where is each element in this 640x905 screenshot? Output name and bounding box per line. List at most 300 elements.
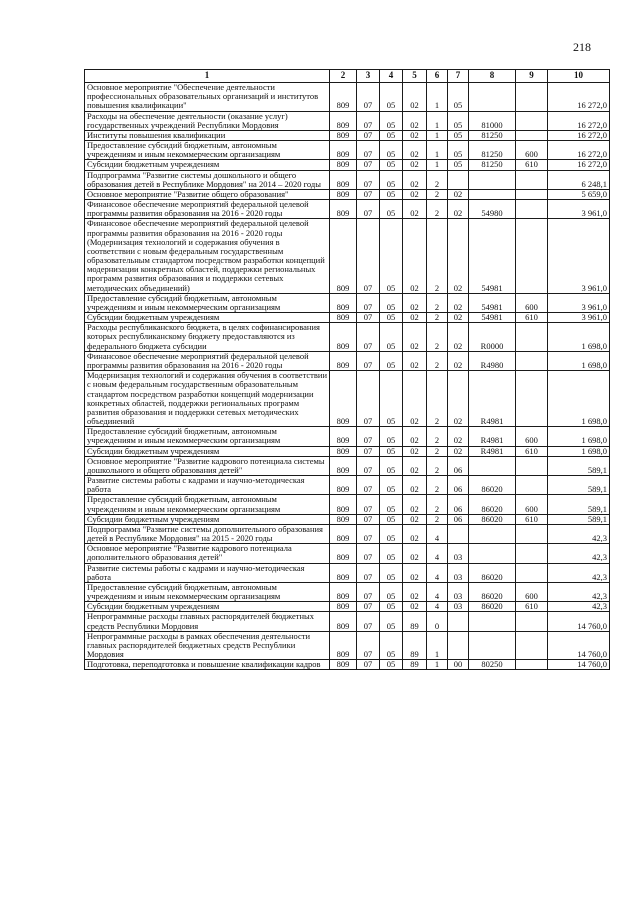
main-event-cell: [448, 524, 469, 543]
admin-code-cell: 809: [330, 189, 357, 199]
amount-cell: 16 272,0: [548, 130, 610, 140]
admin-code-cell: 809: [330, 160, 357, 170]
expense-type-cell: [516, 130, 548, 140]
subsection-cell: 05: [380, 170, 403, 189]
row-name-cell: Финансовое обеспечение мероприятий федеральной целевой программы развития образования на 2016 - 2020 годы: [85, 200, 330, 219]
main-event-cell: 02: [448, 200, 469, 219]
section-cell: 07: [357, 83, 380, 112]
main-event-cell: 02: [448, 293, 469, 312]
section-cell: 07: [357, 170, 380, 189]
subsection-cell: 05: [380, 313, 403, 323]
subprogram-cell: 1: [427, 83, 448, 112]
section-cell: 07: [357, 160, 380, 170]
direction-cell: [469, 612, 516, 631]
subprogram-cell: 2: [427, 313, 448, 323]
amount-cell: 14 760,0: [548, 660, 610, 670]
main-event-cell: 05: [448, 160, 469, 170]
admin-code-cell: 809: [330, 351, 357, 370]
amount-cell: 3 961,0: [548, 219, 610, 293]
expense-type-cell: [516, 476, 548, 495]
direction-cell: R4980: [469, 351, 516, 370]
admin-code-cell: 809: [330, 495, 357, 514]
row-name-cell: Непрограммные расходы главных распорядителей бюджетных средств Республики Мордовия: [85, 612, 330, 631]
section-cell: 07: [357, 514, 380, 524]
expense-type-cell: 600: [516, 293, 548, 312]
expense-type-cell: [516, 189, 548, 199]
expense-type-cell: [516, 563, 548, 582]
expense-type-cell: [516, 83, 548, 112]
expense-type-cell: 610: [516, 160, 548, 170]
subsection-cell: 05: [380, 582, 403, 601]
table-row: [85, 170, 610, 189]
row-name-cell: Модернизация технологий и содержания обучения в соответствии с новым федеральным государственным образовательным стандартом посредством разработки концепций модернизации конкретных областей, поддержки региональных программ развития образования и поддержки сетевых методических объединений: [85, 371, 330, 427]
program-cell: 02: [403, 602, 427, 612]
subprogram-cell: 2: [427, 476, 448, 495]
subprogram-cell: 1: [427, 111, 448, 130]
subprogram-cell: 2: [427, 323, 448, 352]
main-event-cell: [448, 612, 469, 631]
direction-cell: [469, 83, 516, 112]
subsection-cell: 05: [380, 219, 403, 293]
main-event-cell: 06: [448, 514, 469, 524]
subprogram-cell: 2: [427, 351, 448, 370]
main-event-cell: [448, 631, 469, 660]
table-row: [85, 293, 610, 312]
program-cell: 02: [403, 313, 427, 323]
subsection-cell: 05: [380, 544, 403, 563]
admin-code-cell: 809: [330, 602, 357, 612]
row-name-cell: Субсидии бюджетным учреждениям: [85, 446, 330, 456]
amount-cell: 3 961,0: [548, 313, 610, 323]
amount-cell: 16 272,0: [548, 160, 610, 170]
main-event-cell: 02: [448, 313, 469, 323]
table-row: [85, 660, 610, 670]
program-cell: 02: [403, 219, 427, 293]
column-header: 2: [330, 70, 357, 83]
amount-cell: 42,3: [548, 563, 610, 582]
row-name-cell: Подпрограмма "Развитие системы дошкольного и общего образования детей в Республике Мордовия" на 2014 – 2020 годы: [85, 170, 330, 189]
direction-cell: R4981: [469, 371, 516, 427]
column-header-row: [85, 70, 610, 83]
table-row: [85, 313, 610, 323]
expense-type-cell: [516, 111, 548, 130]
section-cell: 07: [357, 563, 380, 582]
subsection-cell: 05: [380, 446, 403, 456]
direction-cell: 86020: [469, 514, 516, 524]
row-name-cell: Субсидии бюджетным учреждениям: [85, 602, 330, 612]
subsection-cell: 05: [380, 427, 403, 446]
subprogram-cell: 2: [427, 446, 448, 456]
main-event-cell: 02: [448, 351, 469, 370]
section-cell: 07: [357, 111, 380, 130]
main-event-cell: 02: [448, 446, 469, 456]
subsection-cell: 05: [380, 660, 403, 670]
section-cell: 07: [357, 189, 380, 199]
admin-code-cell: 809: [330, 293, 357, 312]
amount-cell: 589,1: [548, 495, 610, 514]
admin-code-cell: 809: [330, 219, 357, 293]
admin-code-cell: 809: [330, 660, 357, 670]
amount-cell: 589,1: [548, 456, 610, 475]
table-row: [85, 371, 610, 427]
row-name-cell: Предоставление субсидий бюджетным, автономным учреждениям и иным некоммерческим организациям: [85, 293, 330, 312]
amount-cell: 3 961,0: [548, 200, 610, 219]
column-header: 6: [427, 70, 448, 83]
expense-type-cell: 610: [516, 514, 548, 524]
subsection-cell: 05: [380, 612, 403, 631]
direction-cell: R4981: [469, 446, 516, 456]
direction-cell: 81000: [469, 111, 516, 130]
amount-cell: 589,1: [548, 476, 610, 495]
table-row: [85, 111, 610, 130]
subsection-cell: 05: [380, 130, 403, 140]
subprogram-cell: 1: [427, 160, 448, 170]
direction-cell: 86020: [469, 563, 516, 582]
subprogram-cell: 4: [427, 524, 448, 543]
direction-cell: 54981: [469, 313, 516, 323]
direction-cell: [469, 524, 516, 543]
program-cell: 02: [403, 200, 427, 219]
subprogram-cell: 1: [427, 141, 448, 160]
expense-type-cell: 610: [516, 446, 548, 456]
subprogram-cell: 1: [427, 130, 448, 140]
amount-cell: 14 760,0: [548, 631, 610, 660]
table-row: [85, 200, 610, 219]
table-row: [85, 83, 610, 112]
program-cell: 89: [403, 631, 427, 660]
table-row: [85, 495, 610, 514]
expense-type-cell: [516, 612, 548, 631]
admin-code-cell: 809: [330, 130, 357, 140]
direction-cell: R4981: [469, 427, 516, 446]
program-cell: 02: [403, 170, 427, 189]
column-header: 1: [85, 70, 330, 83]
program-cell: 02: [403, 563, 427, 582]
admin-code-cell: 809: [330, 544, 357, 563]
main-event-cell: 02: [448, 219, 469, 293]
table-row: [85, 130, 610, 140]
amount-cell: 42,3: [548, 524, 610, 543]
table-row: [85, 582, 610, 601]
row-name-cell: Предоставление субсидий бюджетным, автономным учреждениям и иным некоммерческим организациям: [85, 427, 330, 446]
section-cell: 07: [357, 130, 380, 140]
program-cell: 02: [403, 495, 427, 514]
subsection-cell: 05: [380, 351, 403, 370]
row-name-cell: Предоставление субсидий бюджетным, автономным учреждениям и иным некоммерческим организациям: [85, 495, 330, 514]
amount-cell: 3 961,0: [548, 293, 610, 312]
admin-code-cell: 809: [330, 111, 357, 130]
admin-code-cell: 809: [330, 476, 357, 495]
section-cell: 07: [357, 524, 380, 543]
row-name-cell: Финансовое обеспечение мероприятий федеральной целевой программы развития образования на 2016 - 2020 годы: [85, 351, 330, 370]
table-row: [85, 631, 610, 660]
direction-cell: 81250: [469, 141, 516, 160]
amount-cell: 1 698,0: [548, 427, 610, 446]
section-cell: 07: [357, 631, 380, 660]
table-row: [85, 563, 610, 582]
section-cell: 07: [357, 323, 380, 352]
table-row: [85, 427, 610, 446]
subprogram-cell: 4: [427, 544, 448, 563]
direction-cell: R0000: [469, 323, 516, 352]
section-cell: 07: [357, 660, 380, 670]
table-row: [85, 189, 610, 199]
main-event-cell: 03: [448, 544, 469, 563]
direction-cell: [469, 189, 516, 199]
row-name-cell: Институты повышения квалификации: [85, 130, 330, 140]
row-name-cell: Субсидии бюджетным учреждениям: [85, 313, 330, 323]
section-cell: 07: [357, 219, 380, 293]
table-row: [85, 602, 610, 612]
program-cell: 02: [403, 456, 427, 475]
subsection-cell: 05: [380, 524, 403, 543]
subsection-cell: 05: [380, 514, 403, 524]
program-cell: 02: [403, 293, 427, 312]
row-name-cell: Основное мероприятие "Развитие кадрового потенциала системы дошкольного и общего образования детей": [85, 456, 330, 475]
subsection-cell: 05: [380, 160, 403, 170]
main-event-cell: 06: [448, 456, 469, 475]
main-event-cell: 05: [448, 111, 469, 130]
direction-cell: [469, 631, 516, 660]
section-cell: 07: [357, 351, 380, 370]
section-cell: 07: [357, 313, 380, 323]
program-cell: 02: [403, 446, 427, 456]
row-name-cell: Основное мероприятие "Обеспечение деятельности профессиональных образовательных организаций и институтов повышения квалификации": [85, 83, 330, 112]
table-row: [85, 524, 610, 543]
main-event-cell: 02: [448, 371, 469, 427]
table-row: [85, 456, 610, 475]
program-cell: 02: [403, 514, 427, 524]
subprogram-cell: 0: [427, 612, 448, 631]
subsection-cell: 05: [380, 563, 403, 582]
subprogram-cell: 2: [427, 456, 448, 475]
section-cell: 07: [357, 427, 380, 446]
program-cell: 02: [403, 83, 427, 112]
subprogram-cell: 1: [427, 631, 448, 660]
amount-cell: 1 698,0: [548, 371, 610, 427]
expense-type-cell: [516, 660, 548, 670]
table-row: [85, 219, 610, 293]
row-name-cell: Развитие системы работы с кадрами и научно-методическая работа: [85, 563, 330, 582]
direction-cell: 80250: [469, 660, 516, 670]
direction-cell: 81250: [469, 160, 516, 170]
main-event-cell: 05: [448, 83, 469, 112]
expense-type-cell: 600: [516, 427, 548, 446]
direction-cell: 86020: [469, 602, 516, 612]
subsection-cell: 05: [380, 495, 403, 514]
program-cell: 02: [403, 476, 427, 495]
admin-code-cell: 809: [330, 524, 357, 543]
main-event-cell: [448, 170, 469, 189]
expense-type-cell: 610: [516, 602, 548, 612]
admin-code-cell: 809: [330, 612, 357, 631]
row-name-cell: Расходы республиканского бюджета, в целях софинансирования которых республиканскому бюджету предоставляются из федерального бюджета субсидии: [85, 323, 330, 352]
admin-code-cell: 809: [330, 456, 357, 475]
program-cell: 89: [403, 660, 427, 670]
table-row: [85, 323, 610, 352]
subsection-cell: 05: [380, 200, 403, 219]
main-event-cell: 00: [448, 660, 469, 670]
main-event-cell: 02: [448, 427, 469, 446]
subprogram-cell: 2: [427, 189, 448, 199]
section-cell: 07: [357, 456, 380, 475]
expense-type-cell: [516, 524, 548, 543]
row-name-cell: Развитие системы работы с кадрами и научно-методическая работа: [85, 476, 330, 495]
program-cell: 02: [403, 130, 427, 140]
expense-type-cell: [516, 323, 548, 352]
admin-code-cell: 809: [330, 83, 357, 112]
program-cell: 02: [403, 141, 427, 160]
direction-cell: 86020: [469, 495, 516, 514]
section-cell: 07: [357, 200, 380, 219]
subprogram-cell: 2: [427, 200, 448, 219]
admin-code-cell: 809: [330, 446, 357, 456]
main-event-cell: 06: [448, 495, 469, 514]
amount-cell: 42,3: [548, 582, 610, 601]
table-row: [85, 160, 610, 170]
direction-cell: 86020: [469, 582, 516, 601]
expense-type-cell: [516, 200, 548, 219]
section-cell: 07: [357, 612, 380, 631]
direction-cell: [469, 544, 516, 563]
amount-cell: 1 698,0: [548, 351, 610, 370]
program-cell: 02: [403, 544, 427, 563]
amount-cell: 589,1: [548, 514, 610, 524]
row-name-cell: Субсидии бюджетным учреждениям: [85, 514, 330, 524]
program-cell: 89: [403, 612, 427, 631]
amount-cell: 42,3: [548, 544, 610, 563]
admin-code-cell: 809: [330, 371, 357, 427]
budget-table: [84, 69, 610, 670]
program-cell: 02: [403, 189, 427, 199]
direction-cell: [469, 170, 516, 189]
admin-code-cell: 809: [330, 170, 357, 189]
program-cell: 02: [403, 351, 427, 370]
table-row: [85, 141, 610, 160]
table-row: [85, 612, 610, 631]
amount-cell: 16 272,0: [548, 83, 610, 112]
main-event-cell: 05: [448, 130, 469, 140]
program-cell: 02: [403, 160, 427, 170]
main-event-cell: 02: [448, 189, 469, 199]
direction-cell: 54981: [469, 219, 516, 293]
amount-cell: 6 248,1: [548, 170, 610, 189]
table-row: [85, 544, 610, 563]
subprogram-cell: 2: [427, 293, 448, 312]
expense-type-cell: [516, 219, 548, 293]
row-name-cell: Основное мероприятие "Развитие общего образования": [85, 189, 330, 199]
expense-type-cell: 610: [516, 313, 548, 323]
subsection-cell: 05: [380, 456, 403, 475]
row-name-cell: Непрограммные расходы в рамках обеспечения деятельности главных распорядителей бюджетных средств Республики Мордовия: [85, 631, 330, 660]
section-cell: 07: [357, 371, 380, 427]
amount-cell: 14 760,0: [548, 612, 610, 631]
section-cell: 07: [357, 446, 380, 456]
row-name-cell: Подготовка, переподготовка и повышение квалификации кадров: [85, 660, 330, 670]
section-cell: 07: [357, 582, 380, 601]
expense-type-cell: [516, 544, 548, 563]
amount-cell: 16 272,0: [548, 141, 610, 160]
subsection-cell: 05: [380, 631, 403, 660]
admin-code-cell: 809: [330, 141, 357, 160]
admin-code-cell: 809: [330, 514, 357, 524]
subsection-cell: 05: [380, 83, 403, 112]
expense-type-cell: [516, 351, 548, 370]
direction-cell: 81250: [469, 130, 516, 140]
column-header: 5: [403, 70, 427, 83]
amount-cell: 1 698,0: [548, 446, 610, 456]
program-cell: 02: [403, 582, 427, 601]
main-event-cell: 05: [448, 141, 469, 160]
admin-code-cell: 809: [330, 323, 357, 352]
expense-type-cell: 600: [516, 495, 548, 514]
main-event-cell: 03: [448, 602, 469, 612]
expense-type-cell: [516, 631, 548, 660]
section-cell: 07: [357, 476, 380, 495]
expense-type-cell: 600: [516, 141, 548, 160]
row-name-cell: Предоставление субсидий бюджетным, автономным учреждениям и иным некоммерческим организациям: [85, 141, 330, 160]
subsection-cell: 05: [380, 371, 403, 427]
amount-cell: 1 698,0: [548, 323, 610, 352]
row-name-cell: Предоставление субсидий бюджетным, автономным учреждениям и иным некоммерческим организациям: [85, 582, 330, 601]
subprogram-cell: 2: [427, 371, 448, 427]
expense-type-cell: 600: [516, 582, 548, 601]
subprogram-cell: 2: [427, 219, 448, 293]
main-event-cell: 03: [448, 582, 469, 601]
admin-code-cell: 809: [330, 427, 357, 446]
row-name-cell: Подпрограмма "Развитие системы дополнительного образования детей в Республике Мордовия" на 2015 - 2020 годы: [85, 524, 330, 543]
admin-code-cell: 809: [330, 582, 357, 601]
direction-cell: 86020: [469, 476, 516, 495]
amount-cell: 42,3: [548, 602, 610, 612]
amount-cell: 16 272,0: [548, 111, 610, 130]
row-name-cell: Основное мероприятие "Развитие кадрового потенциала дополнительного образования детей": [85, 544, 330, 563]
column-header: 4: [380, 70, 403, 83]
main-event-cell: 03: [448, 563, 469, 582]
column-header: 10: [548, 70, 610, 83]
subsection-cell: 05: [380, 189, 403, 199]
row-name-cell: Субсидии бюджетным учреждениям: [85, 160, 330, 170]
table-row: [85, 476, 610, 495]
program-cell: 02: [403, 371, 427, 427]
subsection-cell: 05: [380, 141, 403, 160]
program-cell: 02: [403, 323, 427, 352]
subprogram-cell: 4: [427, 582, 448, 601]
subsection-cell: 05: [380, 293, 403, 312]
column-header: 3: [357, 70, 380, 83]
expense-type-cell: [516, 456, 548, 475]
column-header: 9: [516, 70, 548, 83]
section-cell: 07: [357, 141, 380, 160]
page-number: 218: [573, 40, 591, 54]
direction-cell: [469, 456, 516, 475]
row-name-cell: Расходы на обеспечение деятельности (оказание услуг) государственных учреждений Республики Мордовия: [85, 111, 330, 130]
amount-cell: 5 659,0: [548, 189, 610, 199]
subprogram-cell: 4: [427, 563, 448, 582]
main-event-cell: 06: [448, 476, 469, 495]
row-name-cell: Финансовое обеспечение мероприятий федеральной целевой программы развития образования на 2016 - 2020 годы (Модернизация технологий и содержания обучения в соответствии с новым федеральным государственным образовательным стандартом посредством разработки концепций модернизации конкретных областей, поддержки региональных программ развития образования и поддержки сетевых методических объединений): [85, 219, 330, 293]
subprogram-cell: 1: [427, 660, 448, 670]
column-header: 8: [469, 70, 516, 83]
admin-code-cell: 809: [330, 313, 357, 323]
table-row: [85, 351, 610, 370]
subprogram-cell: 2: [427, 514, 448, 524]
subsection-cell: 05: [380, 323, 403, 352]
table-row: [85, 514, 610, 524]
expense-type-cell: [516, 170, 548, 189]
subprogram-cell: 2: [427, 427, 448, 446]
program-cell: 02: [403, 427, 427, 446]
